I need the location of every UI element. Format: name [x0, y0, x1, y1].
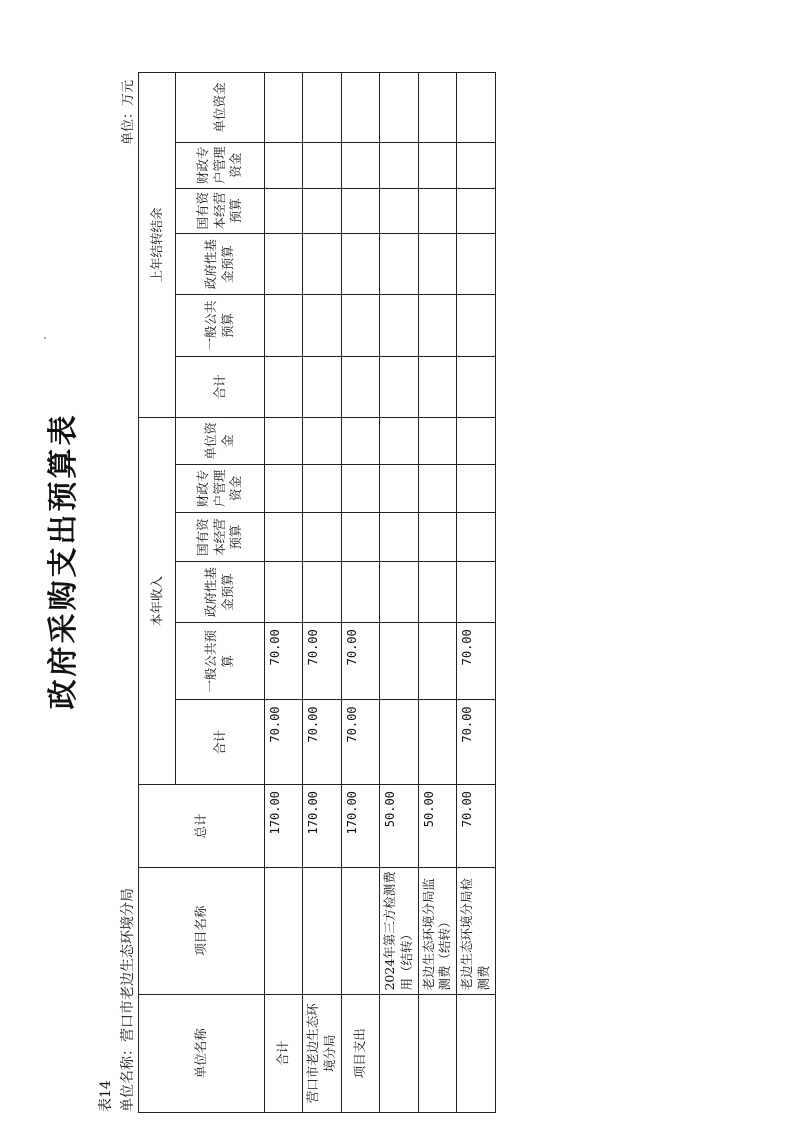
cell-empty	[341, 464, 379, 513]
table-row-project-expense	[341, 73, 379, 1113]
cell-total: 170.00	[341, 785, 379, 868]
cell-empty	[457, 561, 496, 622]
cell-project-name: 2024年第三方检测费用（结转）	[379, 867, 418, 994]
cell-empty	[265, 234, 303, 295]
cell-project-name: 老边生态环境分局监测费（结转）	[418, 867, 457, 994]
cell-cy-general-budget	[418, 623, 457, 700]
cell-project-name	[341, 867, 379, 994]
cell-total: 170.00	[265, 785, 303, 868]
cell-empty	[265, 464, 303, 513]
cell-empty	[457, 73, 496, 143]
cell-empty	[418, 418, 457, 465]
cell-empty	[457, 513, 496, 562]
cell-empty	[265, 295, 303, 356]
cell-unit-name: 项目支出	[341, 994, 379, 1112]
col-cy-fiscal-special: 财政专户管理资金	[176, 464, 265, 513]
cell-empty	[341, 418, 379, 465]
cell-cy-subtotal: 70.00	[341, 700, 379, 785]
scan-speck	[44, 337, 46, 339]
col-co-gov-fund: 政府性基金预算	[176, 234, 265, 295]
cell-cy-general-budget: 70.00	[457, 623, 496, 700]
cell-empty	[303, 513, 342, 562]
cell-empty	[379, 561, 418, 622]
col-cy-general-budget: 一般公共预算	[176, 623, 265, 700]
cell-empty	[265, 188, 303, 233]
cell-empty	[303, 418, 342, 465]
cell-cy-subtotal	[379, 700, 418, 785]
cell-empty	[341, 356, 379, 417]
col-group-current-year: 本年收入	[139, 418, 176, 785]
cell-empty	[379, 295, 418, 356]
cell-empty	[418, 188, 457, 233]
col-project-name: 项目名称	[139, 867, 265, 994]
col-co-subtotal: 合计	[176, 356, 265, 417]
cell-empty	[418, 234, 457, 295]
cell-empty	[265, 73, 303, 143]
cell-empty	[341, 561, 379, 622]
cell-unit-name	[457, 994, 496, 1112]
col-cy-state-capital: 国有资本经营预算	[176, 513, 265, 562]
cell-empty	[265, 143, 303, 188]
cell-empty	[379, 356, 418, 417]
col-group-carryover: 上年结转结余	[139, 73, 176, 418]
cell-empty	[379, 73, 418, 143]
cell-empty	[457, 295, 496, 356]
table-number: 表14	[98, 1080, 114, 1112]
cell-cy-general-budget: 70.00	[303, 623, 342, 700]
cell-empty	[457, 464, 496, 513]
unit-name-label: 单位名称：营口市老边生态环境分局	[120, 888, 136, 1112]
cell-empty	[303, 295, 342, 356]
cell-empty	[457, 188, 496, 233]
cell-unit-name	[418, 994, 457, 1112]
cell-cy-subtotal	[418, 700, 457, 785]
cell-empty	[379, 188, 418, 233]
cell-empty	[379, 513, 418, 562]
cell-empty	[303, 234, 342, 295]
cell-empty	[457, 234, 496, 295]
cell-empty	[379, 418, 418, 465]
cell-empty	[418, 356, 457, 417]
cell-project-name: 老边生态环境分局检测费	[457, 867, 496, 994]
cell-empty	[418, 464, 457, 513]
table-row-project-monitoring	[418, 73, 457, 1113]
cell-empty	[303, 561, 342, 622]
col-co-state-capital: 国有资本经营预算	[176, 188, 265, 233]
cell-empty	[379, 464, 418, 513]
cell-project-name	[303, 867, 342, 994]
cell-empty	[418, 561, 457, 622]
cell-empty	[303, 73, 342, 143]
page-title: 政府采购支出预算表	[46, 412, 81, 710]
col-total: 总计	[139, 785, 265, 868]
cell-empty	[457, 356, 496, 417]
cell-cy-general-budget: 70.00	[341, 623, 379, 700]
cell-empty	[418, 73, 457, 143]
cell-empty	[341, 143, 379, 188]
cell-empty	[341, 295, 379, 356]
cell-empty	[379, 143, 418, 188]
cell-empty	[265, 418, 303, 465]
cell-empty	[303, 464, 342, 513]
cell-cy-general-budget: 70.00	[265, 623, 303, 700]
cell-empty	[341, 234, 379, 295]
cell-empty	[341, 513, 379, 562]
cell-cy-general-budget	[379, 623, 418, 700]
table-row-unit	[303, 73, 342, 1113]
cell-total: 170.00	[303, 785, 342, 868]
cell-total: 50.00	[379, 785, 418, 868]
cell-empty	[418, 513, 457, 562]
cell-empty	[303, 143, 342, 188]
cell-cy-subtotal: 70.00	[303, 700, 342, 785]
header-row-group	[139, 73, 176, 1113]
cell-empty	[457, 143, 496, 188]
cell-empty	[418, 295, 457, 356]
cell-empty	[418, 143, 457, 188]
cell-total: 70.00	[457, 785, 496, 868]
cell-empty	[341, 73, 379, 143]
cell-empty	[303, 188, 342, 233]
col-co-fiscal-special: 财政专户管理资金	[176, 143, 265, 188]
col-unit-name: 单位名称	[139, 994, 265, 1112]
cell-empty	[341, 188, 379, 233]
cell-project-name	[265, 867, 303, 994]
cell-unit-name: 营口市老边生态环境分局	[303, 994, 342, 1112]
cell-unit-name	[379, 994, 418, 1112]
cell-empty	[265, 356, 303, 417]
table-row-grand-total	[265, 73, 303, 1113]
table-row-project-testing	[457, 73, 496, 1113]
col-cy-gov-fund: 政府性基金预算	[176, 561, 265, 622]
unit-of-measure: 单位：万元	[121, 80, 136, 146]
cell-empty	[379, 234, 418, 295]
cell-empty	[303, 356, 342, 417]
procurement-budget-table	[138, 72, 496, 1113]
cell-unit-name: 合计	[265, 994, 303, 1112]
cell-empty	[265, 513, 303, 562]
col-co-general-budget: 一般公共预算	[176, 295, 265, 356]
cell-cy-subtotal: 70.00	[265, 700, 303, 785]
cell-total: 50.00	[418, 785, 457, 868]
cell-empty	[265, 561, 303, 622]
cell-cy-subtotal: 70.00	[457, 700, 496, 785]
table-row-project-third-party	[379, 73, 418, 1113]
col-cy-subtotal: 合计	[176, 700, 265, 785]
cell-empty	[457, 418, 496, 465]
col-cy-unit-funds: 单位资金	[176, 418, 265, 465]
col-co-unit-funds: 单位资金	[176, 73, 265, 143]
